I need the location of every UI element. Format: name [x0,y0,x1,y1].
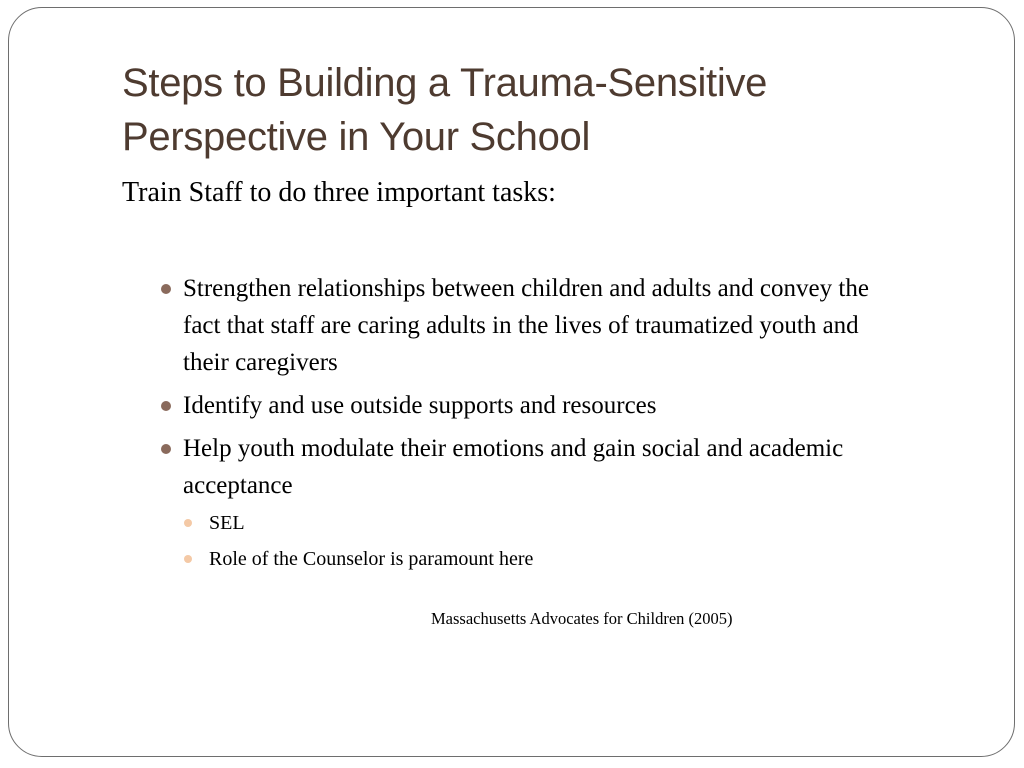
bullet-dot-icon [161,401,171,411]
sub-bullet-text: SEL [209,512,245,534]
bullet-dot-icon [161,284,171,294]
bullet-item [157,430,897,574]
bullet-item [157,270,897,381]
slide-title [122,56,942,164]
sub-bullet-text: Role of the Counselor is paramount here [209,548,534,570]
bullet-text: Strengthen relationships between children and adults and convey the fact that staff are caring adults in the lives of traumatized youth and their caregivers [183,275,869,376]
slide-title-line-2: Perspective in Your School [122,115,591,159]
bullet-list [157,270,897,580]
sub-bullet-list [183,508,897,574]
bullet-text: Identify and use outside supports and resources [183,392,657,419]
sub-bullet-dot-icon [184,519,192,527]
sub-bullet-item [178,544,897,574]
sub-bullet-item [178,508,897,538]
slide-frame [8,7,1015,757]
slide-title-line-1: Steps to Building a Trauma-Sensitive [122,61,768,105]
bullet-item [157,387,897,424]
slide-subtitle: Train Staff to do three important tasks: [122,177,556,208]
bullet-dot-icon [161,444,171,454]
bullet-text: Help youth modulate their emotions and gain social and academic acceptance [183,435,844,499]
citation: Massachusetts Advocates for Children (2005) [431,609,733,628]
sub-bullet-dot-icon [184,555,192,563]
